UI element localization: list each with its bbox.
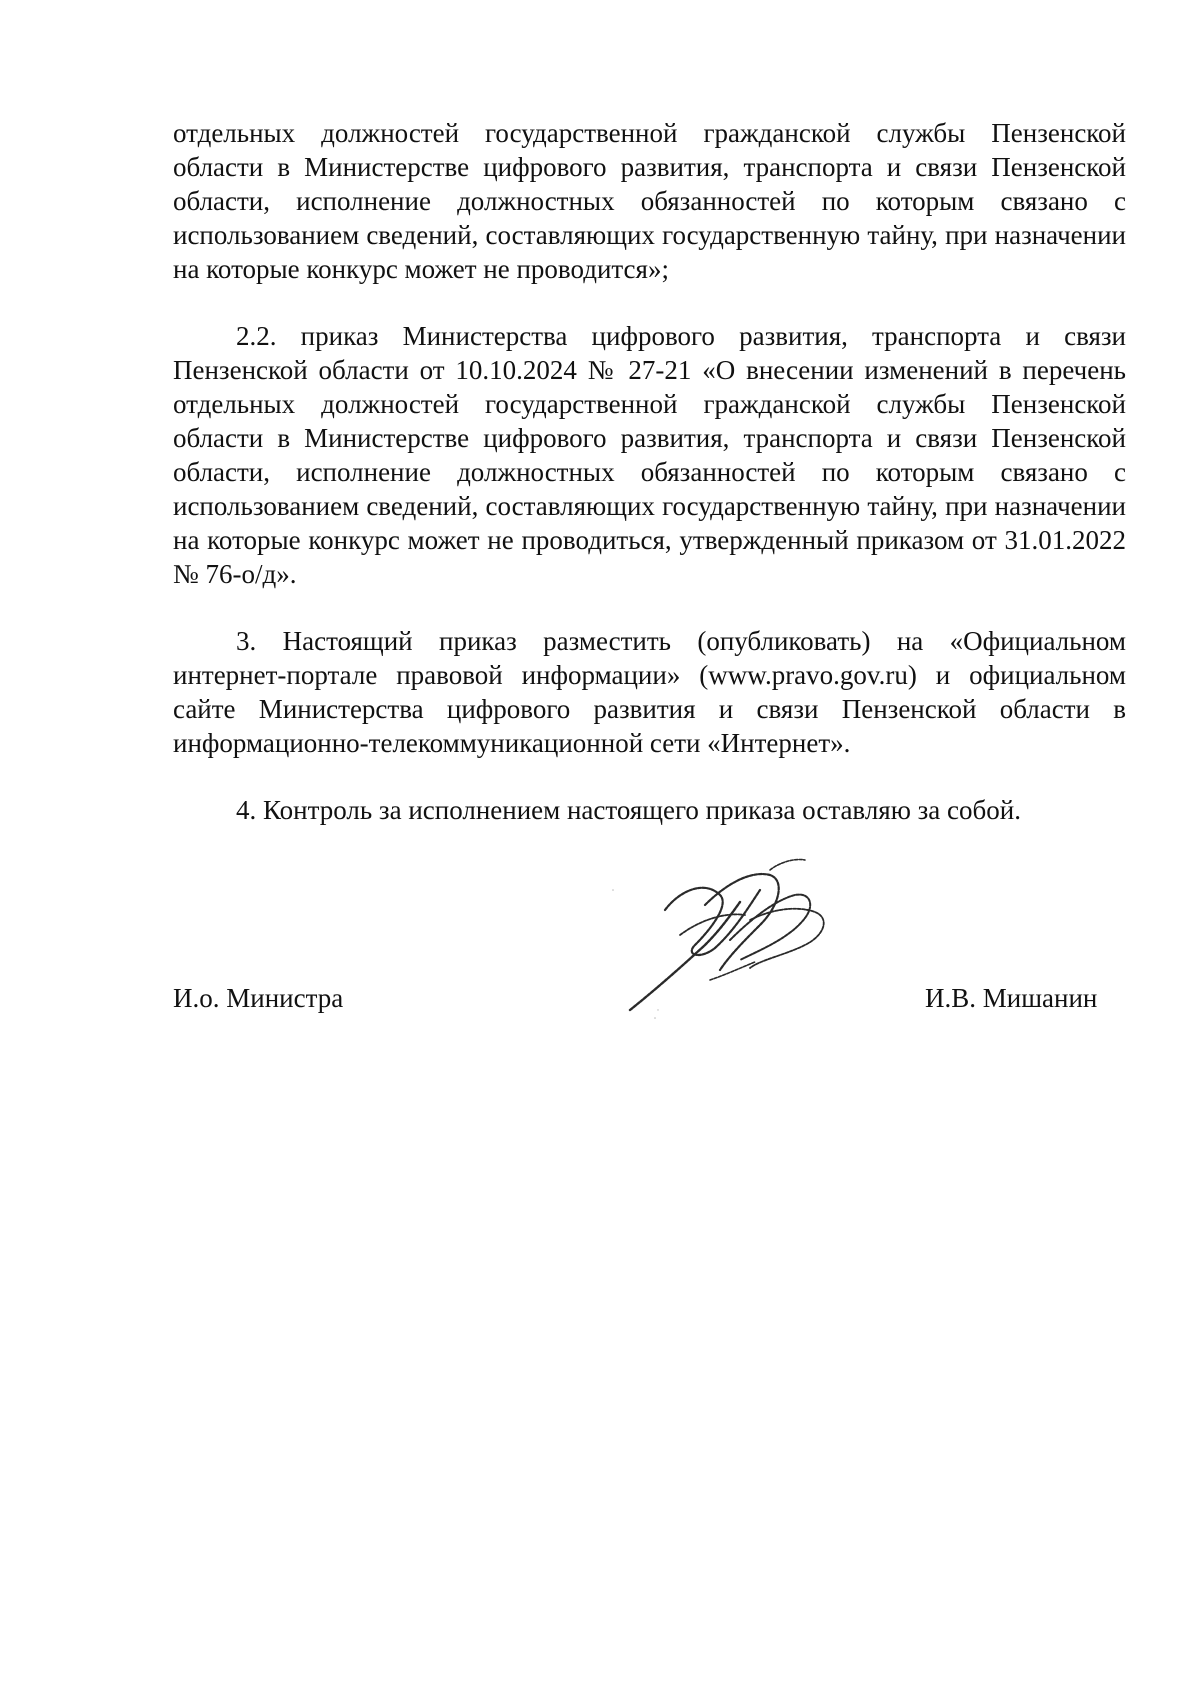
- signatory-name: И.В. Мишанин: [925, 983, 1098, 1013]
- paragraph-item-4: 4. Контроль за исполнением настоящего приказа оставляю за собой.: [236, 795, 1021, 825]
- signatory-position: И.о. Министра: [173, 983, 344, 1013]
- paragraph-item-2-2: 2.2. приказ Министерства цифрового развития, транспорта и связи Пензенской области от 10.10.2024 № 27-21 «О внесении изменений в перечень отдельных должностей государственной гражданской службы Пензенской области в Министерстве цифрового развития, транспорта и связи Пензенской области, исполнение должностных обязанностей по которым связано с использованием сведений, составляющих государственную тайну, при назначении на которые конкурс может не проводиться, утвержденный приказом от 31.01.2022 № 76-о/д».: [173, 321, 1126, 589]
- document-body: [173, 116, 1126, 827]
- paragraph-continuation: отдельных должностей государственной гражданской службы Пензенской области в Министерстве цифрового развития, транспорта и связи Пензенской области, исполнение должностных обязанностей по которым связано с использованием сведений, составляющих государственную тайну, при назначении на которые конкурс может не проводится»;: [173, 118, 1126, 284]
- paragraph-item-3: 3. Настоящий приказ разместить (опубликовать) на «Официальном интернет-портале правовой информации» (www.pravo.gov.ru) и официальном сайте Министерства цифрового развития и связи Пензенской области в информационно-телекоммуникационной сети «Интернет».: [173, 626, 1126, 758]
- handwritten-signature-icon: [610, 850, 845, 1025]
